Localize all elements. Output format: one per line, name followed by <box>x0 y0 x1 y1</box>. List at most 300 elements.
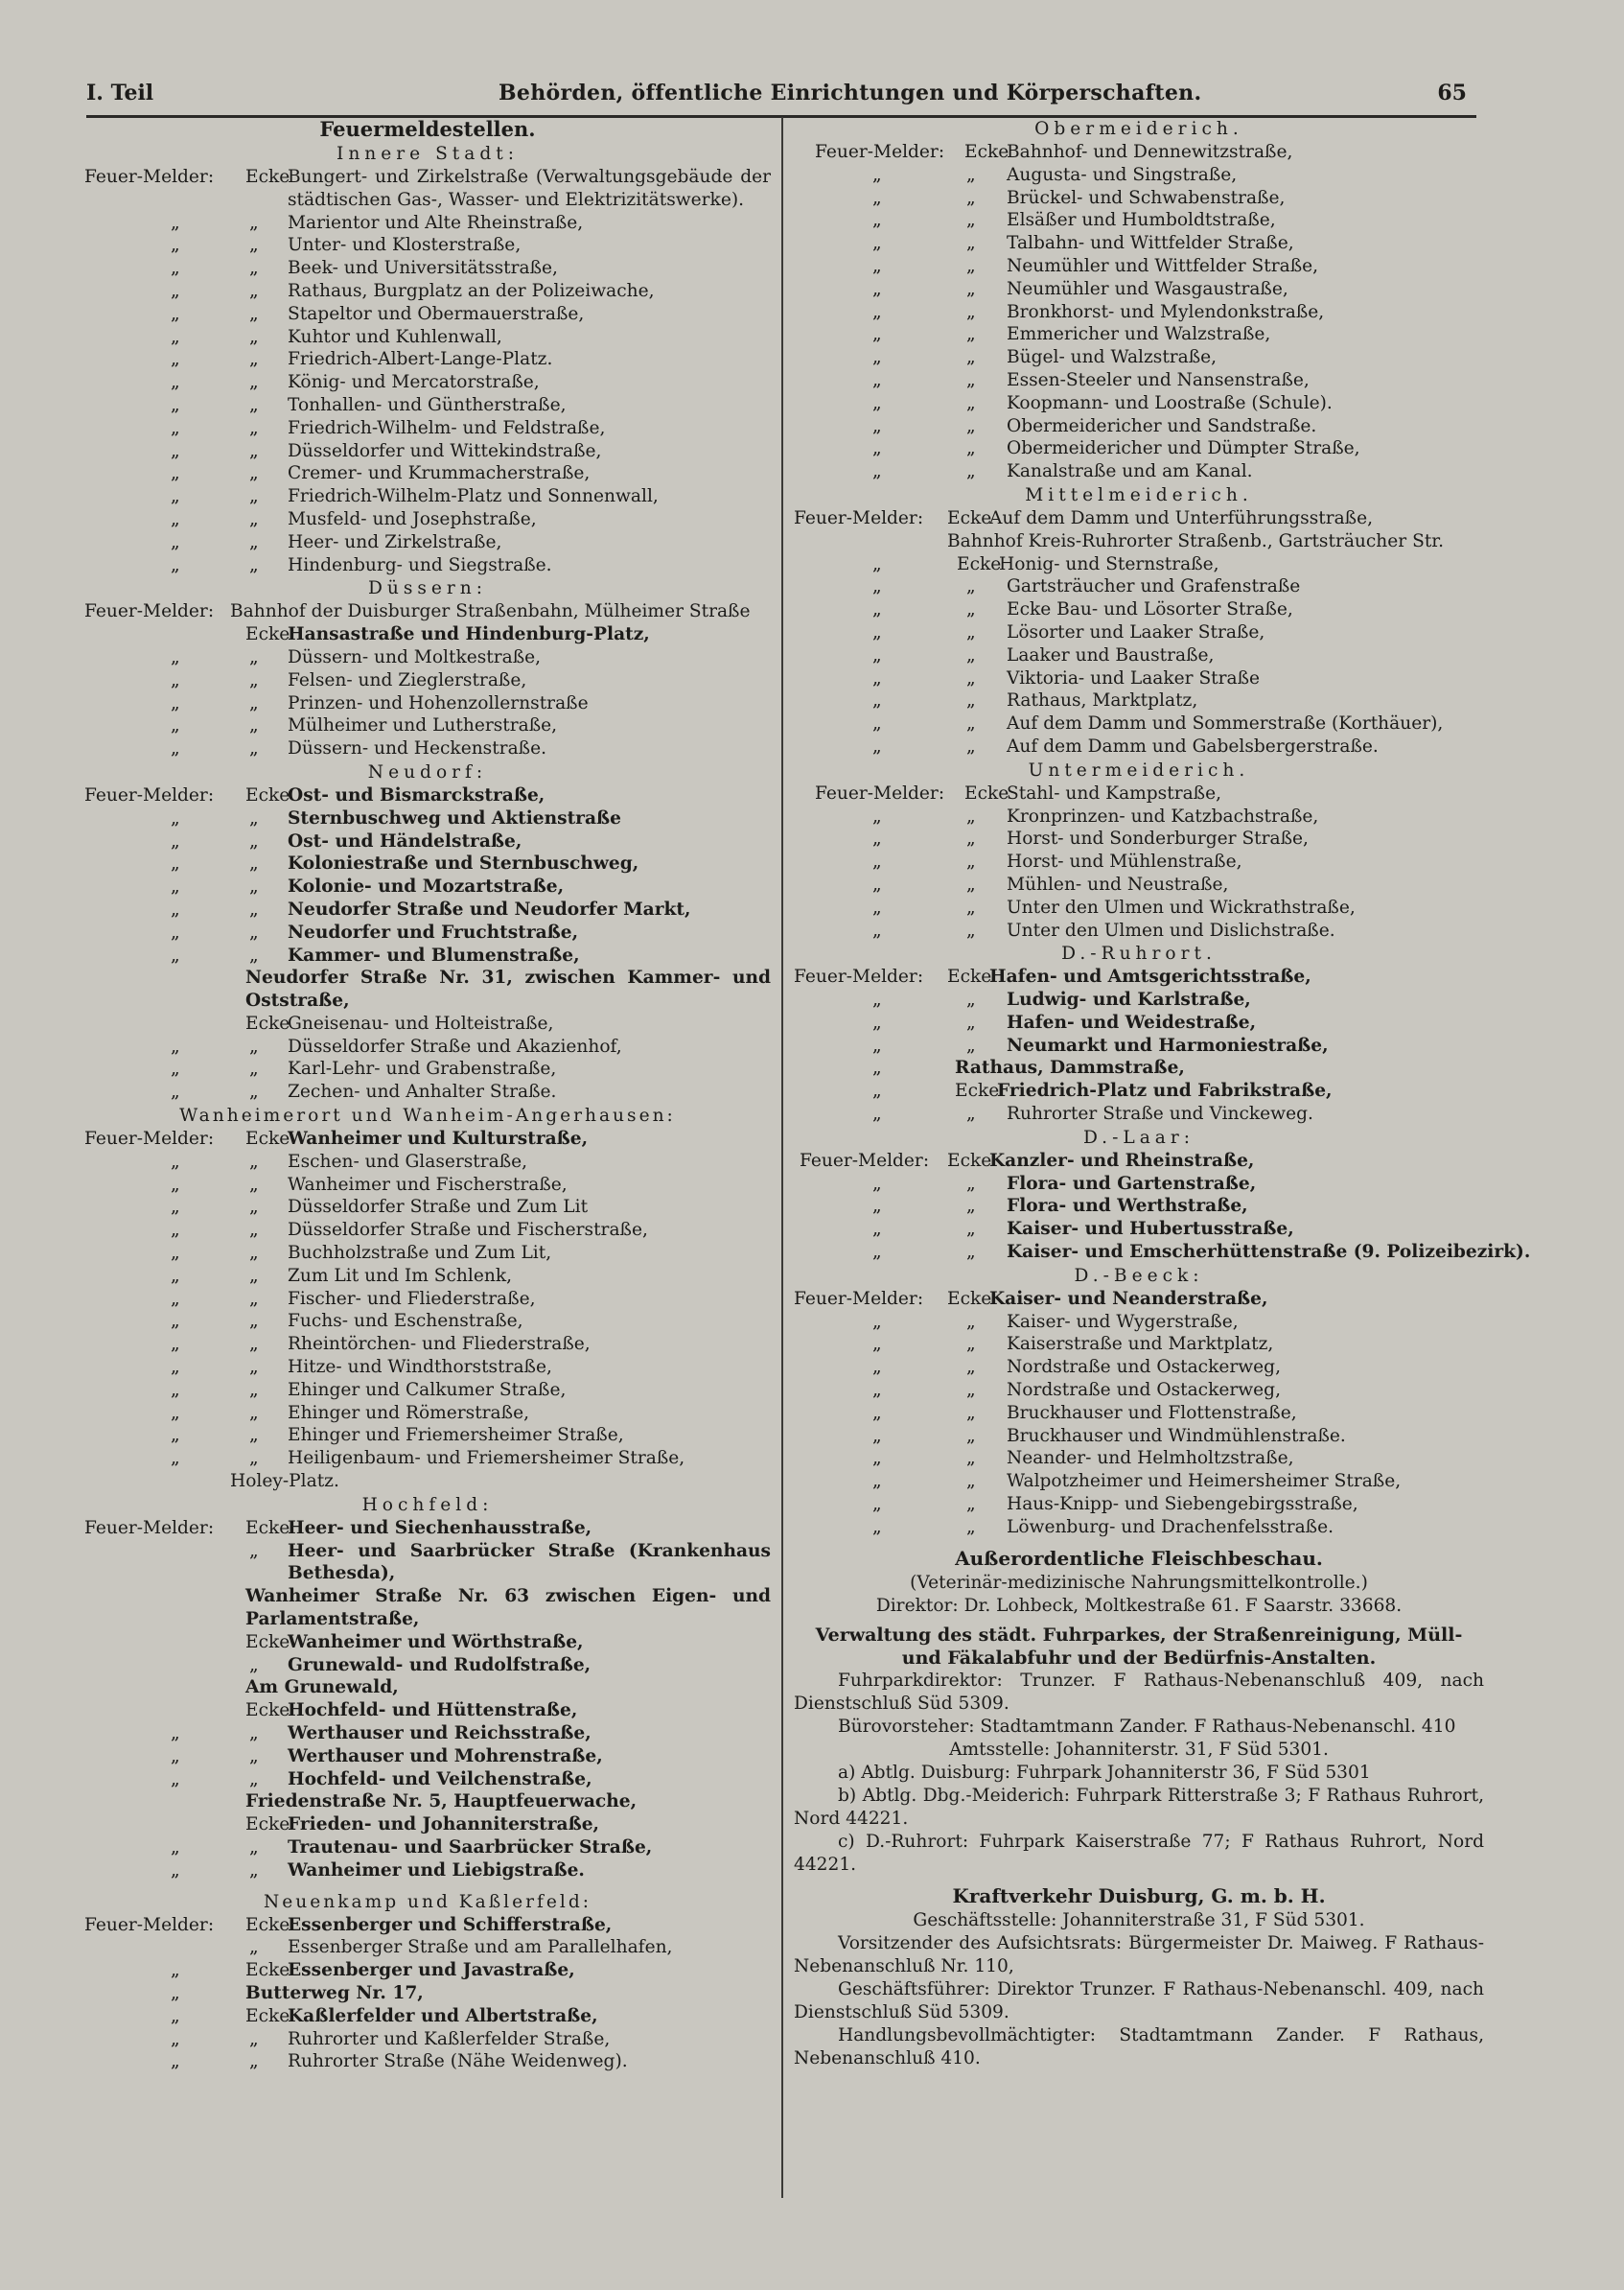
ditto-mark: „ <box>966 1448 976 1469</box>
neudorf-list-2 <box>84 1036 771 1104</box>
address-text: Werthauser und Reichsstraße, <box>288 1723 592 1743</box>
ditto-mark: „ <box>872 920 882 941</box>
address-text: Buchholzstraße und Zum Lit, <box>288 1243 552 1264</box>
list-item <box>84 1242 771 1265</box>
address-text: Grunewald- und Rudolfstraße, <box>288 1654 592 1675</box>
list-item <box>794 874 1484 897</box>
list-item <box>84 876 771 899</box>
section-title-kraftverkehr: Kraftverkehr Duisburg, G. m. b. H. <box>952 1883 1326 1907</box>
ditto-mark: „ <box>872 1104 882 1125</box>
ditto-mark: „ <box>249 212 259 233</box>
list-item <box>794 415 1484 438</box>
ditto-mark: „ <box>249 1174 259 1195</box>
ditto-mark: „ <box>171 922 180 943</box>
list-item <box>794 553 1484 576</box>
ecke-word: Ecke <box>245 784 290 806</box>
list-item <box>794 164 1484 187</box>
list-item <box>84 714 771 737</box>
ditto-mark: „ <box>249 1220 259 1241</box>
ditto-mark: „ <box>171 1960 180 1981</box>
list-item <box>794 369 1484 392</box>
address-text: Rheintörchen- und Fliederstraße, <box>288 1334 591 1355</box>
ditto-mark: „ <box>171 212 180 233</box>
address-text: Düssern- und Heckenstraße. <box>288 738 546 759</box>
address-text: Ost- und Bismarckstraße, <box>288 784 545 806</box>
address-text: Bahnhof- und Dennewitzstraße, <box>1007 142 1293 162</box>
ditto-mark: „ <box>249 554 259 575</box>
ditto-mark: „ <box>171 1334 180 1355</box>
ditto-mark: „ <box>171 326 180 347</box>
ditto-mark: „ <box>171 1174 180 1195</box>
address-text: Bruckhauser und Flottenstraße, <box>1007 1402 1297 1423</box>
address-text: Augusta- und Singstraße, <box>1007 164 1238 185</box>
fleischbeschau-director: Direktor: Dr. Lohbeck, Moltkestraße 61. F Saarstr. 33668. <box>875 1595 1403 1616</box>
list-item <box>794 209 1484 232</box>
ecke-word: Ecke <box>245 1129 290 1150</box>
ditto-mark: „ <box>171 853 180 875</box>
address-text: Beek- und Universitätsstraße, <box>288 258 558 279</box>
address-text: Kammer- und Blumenstraße, <box>288 945 580 966</box>
ditto-mark: „ <box>249 1540 259 1561</box>
list-item <box>84 2028 771 2051</box>
left-column <box>84 117 771 2073</box>
list-item <box>794 689 1484 713</box>
list-item <box>84 303 771 326</box>
address-text: Kanalstraße und am Kanal. <box>1007 461 1253 482</box>
ditto-mark: „ <box>966 324 976 345</box>
ditto-mark: „ <box>966 1196 976 1217</box>
address-text: Heer- und Siechenhausstraße, <box>288 1517 592 1538</box>
innere-list <box>84 212 771 577</box>
district-heading-duessern: Düssern: <box>367 578 488 599</box>
district-heading-ruhrort: D.-Ruhrort. <box>1061 944 1217 965</box>
ditto-mark: „ <box>966 736 976 757</box>
address-text: Lösorter und Laaker Straße, <box>1007 621 1265 643</box>
address-text: Düsseldorfer und Wittekindstraße, <box>288 440 602 461</box>
ditto-mark: „ <box>171 669 180 690</box>
list-item <box>794 187 1484 210</box>
address-text: Hochfeld- und Veilchenstraße, <box>288 1768 592 1789</box>
ditto-mark: „ <box>966 1402 976 1423</box>
right-column <box>794 117 1531 2070</box>
ditto-mark: „ <box>249 1448 259 1469</box>
ditto-mark: „ <box>966 829 976 850</box>
ditto-mark: „ <box>966 621 976 643</box>
list-item <box>794 575 1484 598</box>
ditto-mark: „ <box>966 667 976 689</box>
fuhrpark-amtsstelle: Amtsstelle: Johanniterstr. 31, F Süd 5301. <box>949 1739 1329 1760</box>
ditto-mark: „ <box>249 830 259 852</box>
list-item <box>794 1493 1484 1516</box>
district-heading-hochfeld: Hochfeld: <box>361 1494 494 1515</box>
ditto-mark: „ <box>872 1357 882 1378</box>
address-text: Ruhrorter Straße (Nähe Weidenweg). <box>288 2051 628 2072</box>
address-text: Wanheimer und Liebigstraße. <box>288 1859 585 1881</box>
list-item <box>794 598 1484 621</box>
ditto-mark: „ <box>171 417 180 438</box>
list-item <box>84 1310 771 1333</box>
ditto-mark: „ <box>872 187 882 208</box>
list-item <box>84 623 771 646</box>
list-item <box>84 440 771 463</box>
list-item <box>84 853 771 876</box>
ditto-mark: „ <box>872 1196 882 1217</box>
address-text: Flora- und Werthstraße, <box>1007 1196 1248 1217</box>
ditto-mark: „ <box>171 394 180 415</box>
list-item <box>794 806 1484 829</box>
district-heading-mittelmeiderich: Mittelmeiderich. <box>1025 484 1253 505</box>
laar-list <box>794 1173 1531 1264</box>
address-text: Talbahn- und Wittfelder Straße, <box>1007 233 1294 254</box>
ditto-mark: „ <box>966 1425 976 1446</box>
list-item <box>84 257 771 280</box>
feuer-melder-label: Feuer-Melder: <box>84 167 215 187</box>
column-divider <box>781 117 783 2198</box>
ditto-mark: „ <box>872 1035 882 1056</box>
list-item <box>794 1516 1484 1539</box>
kraftverkehr-office: Geschäftsstelle: Johanniterstraße 31, F Süd 5301. <box>913 1909 1365 1930</box>
ditto-mark: „ <box>966 806 976 827</box>
address-text: Sternbuschweg und Aktienstraße <box>288 807 621 829</box>
address-text: Ehinger und Römerstraße, <box>288 1402 529 1423</box>
ditto-mark: „ <box>171 2005 180 2026</box>
ditto-mark: „ <box>966 301 976 322</box>
feuer-melder-label: Feuer-Melder: <box>84 1914 215 1935</box>
ditto-mark: „ <box>171 1151 180 1172</box>
ecke-word: Ecke <box>245 1013 290 1034</box>
list-item <box>794 1241 1531 1264</box>
ditto-mark: „ <box>171 1220 180 1241</box>
ditto-mark: „ <box>872 164 882 185</box>
ditto-mark: „ <box>171 440 180 461</box>
list-item <box>84 371 771 394</box>
list-item <box>794 989 1484 1012</box>
ditto-mark: „ <box>171 646 180 667</box>
list-item <box>794 736 1484 759</box>
address-text: Kaiser- und Emscherhüttenstraße (9. Polizeibezirk). <box>1007 1242 1531 1263</box>
address-text: Werthauser und Mohrenstraße, <box>288 1745 603 1766</box>
list-item <box>84 462 771 485</box>
ditto-mark: „ <box>872 667 882 689</box>
ditto-mark: „ <box>249 1402 259 1423</box>
address-text: Laaker und Baustraße, <box>1007 644 1215 666</box>
address-text: Mühlen- und Neustraße, <box>1007 874 1229 895</box>
running-title: Behörden, öffentliche Einrichtungen und Körperschaften. <box>499 81 1202 105</box>
ditto-mark: „ <box>966 1104 976 1125</box>
address-text: Zechen- und Anhalter Straße. <box>288 1082 557 1103</box>
address-text: Wanheimer und Fischerstraße, <box>288 1174 568 1195</box>
list-item <box>84 692 771 715</box>
ditto-mark: „ <box>872 301 882 322</box>
ditto-mark: „ <box>171 554 180 575</box>
address-text: Holey-Platz. <box>230 1471 339 1492</box>
district-heading-beeck: D.-Beeck: <box>1074 1265 1204 1286</box>
feuer-melder-label: Feuer-Melder: <box>794 507 924 528</box>
ditto-mark: „ <box>249 1357 259 1378</box>
list-item <box>794 255 1484 278</box>
ditto-mark: „ <box>966 920 976 941</box>
ditto-mark: „ <box>872 1471 882 1492</box>
ditto-mark: „ <box>966 1012 976 1033</box>
section-title-feuermeldestellen: Feuermeldestellen. <box>319 117 536 141</box>
list-item <box>84 1722 771 1745</box>
list-item <box>84 1219 771 1242</box>
ditto-mark: „ <box>872 1448 882 1469</box>
ditto-mark: „ <box>249 692 259 713</box>
section-title-fuhrpark: Verwaltung des städt. Fuhrparkes, der Straßenreinigung, Müll- und Fäkalabfuhr und der Bedürfnis-Anstalten. <box>815 1624 1463 1669</box>
list-item <box>84 1654 771 1677</box>
list-item <box>794 851 1484 874</box>
ditto-mark: „ <box>249 508 259 529</box>
list-item <box>84 1631 771 1654</box>
district-heading-neudorf: Neudorf: <box>367 761 488 783</box>
fleischbeschau-subtitle: (Veterinär-medizinische Nahrungsmittelkontrolle.) <box>910 1572 1368 1593</box>
ditto-mark: „ <box>249 876 259 898</box>
ecke-word: Ecke <box>245 1631 290 1652</box>
list-item <box>794 278 1484 301</box>
ecke-word: Ecke <box>245 1814 290 1835</box>
neuenkamp-list <box>84 2028 771 2074</box>
ditto-mark: „ <box>249 1654 259 1675</box>
ditto-mark: „ <box>872 599 882 620</box>
ditto-mark: „ <box>249 1311 259 1332</box>
list-item <box>794 897 1484 920</box>
address-text: Ludwig- und Karlstraße, <box>1007 990 1251 1011</box>
list-item <box>84 212 771 235</box>
list-item <box>84 1447 771 1470</box>
address-text: Viktoria- und Laaker Straße <box>1007 667 1261 689</box>
address-text: Bungert- und Zirkelstraße (Verwaltungsgebäude der städtischen Gas-, Wasser- und Elektrizitätswerke). <box>288 167 771 210</box>
district-heading-wanheim: Wanheimerort und Wanheim-Angerhausen: <box>179 1106 676 1127</box>
ditto-mark: „ <box>872 874 882 895</box>
list-item <box>84 417 771 440</box>
list-item <box>84 1333 771 1356</box>
district-heading-innere-stadt: Innere Stadt: <box>336 144 520 164</box>
address-text: Löwenburg- und Drachenfelsstraße. <box>1007 1516 1334 1537</box>
feuer-melder-label: Feuer-Melder: <box>84 601 215 622</box>
ditto-mark: „ <box>872 1425 882 1446</box>
address-text: Friedrich-Wilhelm- und Feldstraße, <box>288 417 606 438</box>
list-item <box>84 554 771 577</box>
address-text: Kolonie- und Mozartstraße, <box>288 876 565 898</box>
ditto-mark: „ <box>171 2051 180 2072</box>
list-item <box>794 1103 1484 1126</box>
ditto-mark: „ <box>966 713 976 735</box>
address-text: Hansastraße und Hindenburg-Platz, <box>288 624 650 645</box>
ditto-mark: „ <box>966 1242 976 1263</box>
ecke-word: Ecke <box>957 553 1002 574</box>
ditto-mark: „ <box>966 461 976 482</box>
list-item <box>84 1013 771 1036</box>
ditto-mark: „ <box>966 897 976 918</box>
ditto-mark: „ <box>171 807 180 829</box>
list-item <box>84 1470 771 1493</box>
ditto-mark: „ <box>249 2028 259 2049</box>
ditto-mark: „ <box>171 1379 180 1400</box>
address-text: Flora- und Gartenstraße, <box>1007 1173 1257 1194</box>
ditto-mark: „ <box>872 829 882 850</box>
ditto-mark: „ <box>872 415 882 436</box>
list-item <box>84 1745 771 1768</box>
ditto-mark: „ <box>966 576 976 597</box>
ditto-mark: „ <box>171 1768 180 1789</box>
fuhrpark-director: Fuhrparkdirektor: Trunzer. F Rathaus-Nebenanschluß 409, nach Dienstschluß Süd 5309. <box>794 1670 1484 1714</box>
address-text: Nordstraße und Ostackerweg, <box>1007 1357 1281 1378</box>
list-item <box>794 1356 1484 1379</box>
list-item <box>84 1379 771 1402</box>
ditto-mark: „ <box>249 258 259 279</box>
ditto-mark: „ <box>171 1036 180 1057</box>
list-item <box>84 1356 771 1379</box>
ditto-mark: „ <box>171 1425 180 1446</box>
list-item <box>84 922 771 945</box>
section-title-fleischbeschau: Außerordentliche Fleischbeschau. <box>955 1546 1323 1570</box>
address-text: Essenberger Straße und am Parallelhafen, <box>288 1937 673 1958</box>
ditto-mark: „ <box>872 1219 882 1240</box>
hochfeld-list-2 <box>84 1836 771 1882</box>
ditto-mark: „ <box>966 852 976 873</box>
ditto-mark: „ <box>872 990 882 1011</box>
duessern-list <box>84 646 771 760</box>
ditto-mark: „ <box>966 164 976 185</box>
ecke-word: Ecke <box>245 1960 290 1981</box>
ditto-mark: „ <box>966 438 976 459</box>
address-text: Rathaus, Marktplatz, <box>1007 690 1198 712</box>
ecke-word: Ecke <box>947 1288 992 1309</box>
address-text: Musfeld- und Josephstraße, <box>288 508 537 529</box>
ditto-mark: „ <box>872 1058 882 1079</box>
address-text: Kaiser- und Wygerstraße, <box>1007 1311 1239 1332</box>
list-item <box>84 326 771 349</box>
address-text: Elsäßer und Humboldtstraße, <box>1007 210 1276 231</box>
list-item <box>84 1813 771 1836</box>
list-item <box>84 1265 771 1288</box>
list-item <box>794 1470 1484 1493</box>
list-item <box>84 967 771 1013</box>
ditto-mark: „ <box>249 417 259 438</box>
ditto-mark: „ <box>249 1059 259 1080</box>
address-text: Ruhrorter Straße und Vinckeweg. <box>1007 1104 1313 1125</box>
address-text: Neander- und Helmholtzstraße, <box>1007 1448 1294 1469</box>
address-text: Kuhtor und Kuhlenwall, <box>288 326 502 347</box>
ditto-mark: „ <box>249 1082 259 1103</box>
ditto-mark: „ <box>872 621 882 643</box>
ditto-mark: „ <box>966 187 976 208</box>
list-item <box>794 323 1484 346</box>
ditto-mark: „ <box>171 1059 180 1080</box>
address-text: Ehinger und Calkumer Straße, <box>288 1379 567 1400</box>
address-text: Haus-Knipp- und Siebengebirgsstraße, <box>1007 1494 1358 1515</box>
address-text: Eschen- und Glaserstraße, <box>288 1151 528 1172</box>
ditto-mark: „ <box>966 690 976 712</box>
ditto-mark: „ <box>171 1836 180 1858</box>
list-item <box>84 1836 771 1859</box>
address-text: Essenberger und Javastraße, <box>288 1960 575 1981</box>
feuer-melder-label: Feuer-Melder: <box>815 142 945 162</box>
district-heading-obermeiderich: Obermeiderich. <box>1034 119 1243 139</box>
address-text: Ruhrorter und Kaßlerfelder Straße, <box>288 2028 611 2049</box>
address-text: Stapeltor und Obermauerstraße, <box>288 303 585 324</box>
address-text: Tonhallen- und Güntherstraße, <box>288 394 567 415</box>
address-text: Friedrich-Albert-Lange-Platz. <box>288 349 553 370</box>
list-item <box>84 899 771 922</box>
ditto-mark: „ <box>966 392 976 413</box>
address-text: Horst- und Sonderburger Straße, <box>1007 829 1309 850</box>
address-text: Unter den Ulmen und Wickrathstraße, <box>1007 897 1356 918</box>
kraftverkehr-chair: Vorsitzender des Aufsichtsrats: Bürgermeister Dr. Maiweg. F Rathaus-Nebenanschluß Nr. 110, <box>794 1932 1484 1976</box>
ecke-word: Ecke <box>947 967 992 988</box>
list-item <box>84 2005 771 2028</box>
ditto-mark: „ <box>249 1859 259 1881</box>
ditto-mark: „ <box>171 1082 180 1103</box>
address-text: Trautenau- und Saarbrücker Straße, <box>288 1836 653 1858</box>
list-item <box>794 667 1484 690</box>
list-item <box>84 1424 771 1447</box>
ditto-mark: „ <box>872 852 882 873</box>
address-text: Koloniestraße und Sternbuschweg, <box>288 853 639 875</box>
ditto-mark: „ <box>249 1745 259 1766</box>
address-text: Auf dem Damm und Gabelsbergerstraße. <box>1007 736 1379 757</box>
ecke-word: Ecke <box>245 1517 290 1538</box>
address-text: Frieden- und Johanniterstraße, <box>288 1814 600 1835</box>
list-item <box>794 1379 1484 1402</box>
list-item <box>794 1447 1484 1470</box>
list-item <box>84 945 771 968</box>
list-item <box>84 1174 771 1197</box>
ecke-word: Ecke <box>964 142 1009 162</box>
list-item <box>794 966 1484 989</box>
address-text: Auf dem Damm und Sommerstraße (Korthäuer), <box>1007 713 1444 735</box>
ecke-word: Ecke <box>964 783 1009 804</box>
ruhrort-list <box>794 989 1484 1057</box>
ditto-mark: „ <box>966 1380 976 1401</box>
ditto-mark: „ <box>966 1516 976 1537</box>
address-text: Neudorfer Straße Nr. 31, zwischen Kammer- und Oststraße, <box>245 968 771 1012</box>
ditto-mark: „ <box>249 646 259 667</box>
ditto-mark: „ <box>171 945 180 966</box>
ecke-word: Ecke <box>245 1700 290 1721</box>
ditto-mark: „ <box>872 1242 882 1263</box>
ditto-mark: „ <box>249 486 259 507</box>
address-text: Neumühler und Wittfelder Straße, <box>1007 255 1319 276</box>
address-text: Rathaus, Burgplatz an der Polizeiwache, <box>288 280 655 301</box>
ditto-mark: „ <box>171 899 180 920</box>
address-text: Horst- und Mühlenstraße, <box>1007 852 1242 873</box>
ditto-mark: „ <box>966 1334 976 1355</box>
ditto-mark: „ <box>872 713 882 735</box>
ditto-mark: „ <box>171 349 180 370</box>
ditto-mark: „ <box>249 1243 259 1264</box>
list-item <box>84 1058 771 1081</box>
feuer-melder-label: Feuer-Melder: <box>815 783 945 804</box>
address-text: Marientor und Alte Rheinstraße, <box>288 212 584 233</box>
obermeiderich-list <box>794 164 1484 483</box>
mittelmeiderich-list <box>794 621 1484 759</box>
ditto-mark: „ <box>966 1357 976 1378</box>
address-text: Obermeidericher und Sandstraße. <box>1007 415 1317 436</box>
list-item <box>84 1151 771 1174</box>
district-heading-laar: D.-Laar: <box>1082 1127 1195 1148</box>
address-text: Hitze- und Windthorststraße, <box>288 1357 552 1378</box>
ditto-mark: „ <box>872 233 882 254</box>
ditto-mark: „ <box>171 1311 180 1332</box>
address-text: Bahnhof Kreis-Ruhrorter Straßenb., Gartsträucher Str. <box>947 530 1445 551</box>
ditto-mark: „ <box>966 369 976 390</box>
ditto-mark: „ <box>966 233 976 254</box>
feuer-melder-label: Feuer-Melder: <box>84 1129 215 1150</box>
neudorf-list <box>84 807 771 968</box>
fuhrpark-dept-c: c) D.-Ruhrort: Fuhrpark Kaiserstraße 77; F Rathaus Ruhrort, Nord 44221. <box>794 1831 1484 1875</box>
